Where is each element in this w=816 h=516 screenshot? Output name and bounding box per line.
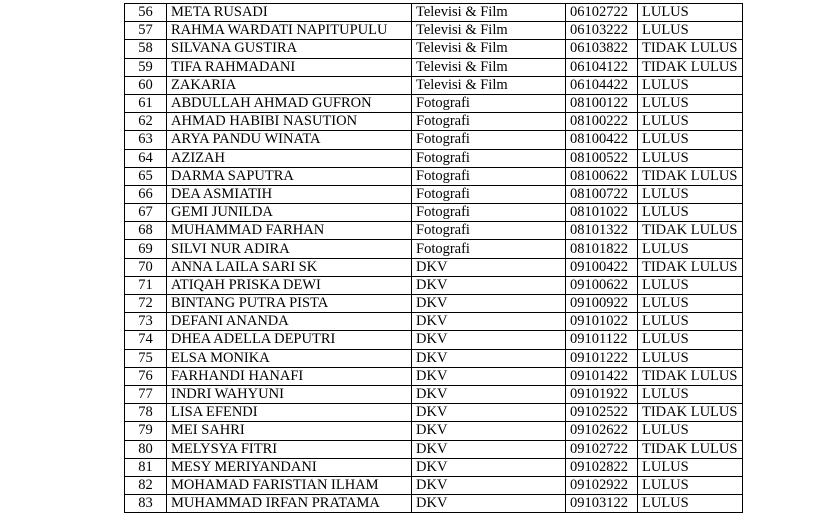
status-cell: TIDAK LULUS [638,222,743,240]
table-row [125,476,743,494]
row-number-cell: 77 [125,385,167,403]
table-row [125,222,743,240]
row-number-cell: 59 [125,58,167,76]
study-program-cell: DKV [412,313,566,331]
status-cell: LULUS [638,349,743,367]
student-code-cell: 09102622 [566,422,638,440]
table-row [125,404,743,422]
table-row [125,495,743,513]
study-program-cell: Televisi & Film [412,4,566,22]
student-code-cell: 06104422 [566,76,638,94]
study-program-cell: Fotografi [412,204,566,222]
status-cell: TIDAK LULUS [638,258,743,276]
student-code-cell: 09101422 [566,367,638,385]
student-code-cell: 08100422 [566,131,638,149]
status-cell: LULUS [638,204,743,222]
row-number-cell: 79 [125,422,167,440]
student-code-cell: 06102722 [566,4,638,22]
table-row [125,22,743,40]
status-cell: LULUS [638,331,743,349]
study-program-cell: DKV [412,349,566,367]
table-row [125,440,743,458]
student-name-cell: AZIZAH [167,149,412,167]
table-row [125,240,743,258]
study-program-cell: Fotografi [412,167,566,185]
study-program-cell: Televisi & Film [412,58,566,76]
row-number-cell: 83 [125,495,167,513]
status-cell: LULUS [638,185,743,203]
student-code-cell: 09102722 [566,440,638,458]
study-program-cell: Televisi & Film [412,22,566,40]
table-row [125,258,743,276]
student-name-cell: BINTANG PUTRA PISTA [167,295,412,313]
student-code-cell: 06103222 [566,22,638,40]
study-program-cell: DKV [412,258,566,276]
student-name-cell: ELSA MONIKA [167,349,412,367]
student-name-cell: INDRI WAHYUNI [167,385,412,403]
row-number-cell: 74 [125,331,167,349]
table-row [125,313,743,331]
study-program-cell: DKV [412,385,566,403]
student-code-cell: 09100622 [566,276,638,294]
table-row [125,367,743,385]
table-row [125,94,743,112]
status-cell: LULUS [638,385,743,403]
student-name-cell: MEI SAHRI [167,422,412,440]
study-program-cell: Fotografi [412,149,566,167]
row-number-cell: 70 [125,258,167,276]
study-program-cell: DKV [412,458,566,476]
row-number-cell: 80 [125,440,167,458]
student-code-cell: 08101022 [566,204,638,222]
student-code-cell: 08101322 [566,222,638,240]
status-cell: LULUS [638,458,743,476]
study-program-cell: DKV [412,331,566,349]
table-row [125,149,743,167]
study-program-cell: DKV [412,476,566,494]
student-name-cell: LISA EFENDI [167,404,412,422]
status-cell: LULUS [638,422,743,440]
student-name-cell: MESY MERIYANDANI [167,458,412,476]
student-name-cell: ZAKARIA [167,76,412,94]
status-cell: LULUS [638,476,743,494]
student-code-cell: 09101022 [566,313,638,331]
status-cell: LULUS [638,22,743,40]
student-name-cell: ARYA PANDU WINATA [167,131,412,149]
study-program-cell: Fotografi [412,131,566,149]
student-code-cell: 08100122 [566,94,638,112]
table-row [125,76,743,94]
status-cell: TIDAK LULUS [638,40,743,58]
table-row [125,349,743,367]
row-number-cell: 62 [125,113,167,131]
status-cell: LULUS [638,131,743,149]
table-row [125,422,743,440]
student-name-cell: DEFANI ANANDA [167,313,412,331]
student-code-cell: 09100922 [566,295,638,313]
status-cell: TIDAK LULUS [638,367,743,385]
student-code-cell: 09102922 [566,476,638,494]
row-number-cell: 58 [125,40,167,58]
student-name-cell: GEMI JUNILDA [167,204,412,222]
table-row [125,204,743,222]
row-number-cell: 72 [125,295,167,313]
row-number-cell: 63 [125,131,167,149]
student-name-cell: SILVI NUR ADIRA [167,240,412,258]
status-cell: LULUS [638,295,743,313]
study-program-cell: Fotografi [412,113,566,131]
status-cell: LULUS [638,76,743,94]
student-code-cell: 06104122 [566,58,638,76]
row-number-cell: 81 [125,458,167,476]
student-name-cell: DHEA ADELLA DEPUTRI [167,331,412,349]
student-name-cell: RAHMA WARDATI NAPITUPULU [167,22,412,40]
student-name-cell: AHMAD HABIBI NASUTION [167,113,412,131]
table-row [125,458,743,476]
table-row [125,385,743,403]
status-cell: TIDAK LULUS [638,58,743,76]
student-code-cell: 06103822 [566,40,638,58]
student-code-cell: 09102822 [566,458,638,476]
row-number-cell: 66 [125,185,167,203]
table-row [125,295,743,313]
row-number-cell: 67 [125,204,167,222]
table-row [125,276,743,294]
student-name-cell: ANNA LAILA SARI SK [167,258,412,276]
student-name-cell: FARHANDI HANAFI [167,367,412,385]
row-number-cell: 56 [125,4,167,22]
student-name-cell: ATIQAH PRISKA DEWI [167,276,412,294]
student-name-cell: SILVANA GUSTIRA [167,40,412,58]
study-program-cell: DKV [412,295,566,313]
row-number-cell: 65 [125,167,167,185]
student-code-cell: 08100722 [566,185,638,203]
row-number-cell: 78 [125,404,167,422]
study-program-cell: DKV [412,422,566,440]
student-code-cell: 09101222 [566,349,638,367]
row-number-cell: 69 [125,240,167,258]
table-row [125,58,743,76]
row-number-cell: 75 [125,349,167,367]
row-number-cell: 68 [125,222,167,240]
study-program-cell: DKV [412,440,566,458]
table-row [125,131,743,149]
row-number-cell: 60 [125,76,167,94]
row-number-cell: 57 [125,22,167,40]
student-name-cell: DARMA SAPUTRA [167,167,412,185]
status-cell: TIDAK LULUS [638,440,743,458]
status-cell: LULUS [638,313,743,331]
student-name-cell: DEA ASMIATIH [167,185,412,203]
student-code-cell: 08100222 [566,113,638,131]
student-name-cell: MUHAMMAD IRFAN PRATAMA [167,495,412,513]
student-name-cell: TIFA RAHMADANI [167,58,412,76]
status-cell: LULUS [638,276,743,294]
student-code-cell: 09100422 [566,258,638,276]
study-program-cell: DKV [412,276,566,294]
table-row [125,113,743,131]
study-program-cell: DKV [412,367,566,385]
student-code-cell: 08100622 [566,167,638,185]
results-table [124,3,743,513]
student-code-cell: 08101822 [566,240,638,258]
status-cell: TIDAK LULUS [638,404,743,422]
student-code-cell: 09102522 [566,404,638,422]
student-code-cell: 09103122 [566,495,638,513]
student-name-cell: MOHAMAD FARISTIAN ILHAM [167,476,412,494]
study-program-cell: Televisi & Film [412,76,566,94]
status-cell: LULUS [638,94,743,112]
row-number-cell: 82 [125,476,167,494]
status-cell: TIDAK LULUS [638,167,743,185]
status-cell: LULUS [638,4,743,22]
status-cell: LULUS [638,113,743,131]
row-number-cell: 61 [125,94,167,112]
study-program-cell: Fotografi [412,222,566,240]
table-row [125,331,743,349]
results-table-body [125,4,743,513]
table-row [125,185,743,203]
student-name-cell: META RUSADI [167,4,412,22]
table-row [125,40,743,58]
student-code-cell: 09101922 [566,385,638,403]
row-number-cell: 76 [125,367,167,385]
student-code-cell: 09101122 [566,331,638,349]
study-program-cell: Fotografi [412,240,566,258]
student-name-cell: MUHAMMAD FARHAN [167,222,412,240]
row-number-cell: 64 [125,149,167,167]
status-cell: LULUS [638,149,743,167]
student-code-cell: 08100522 [566,149,638,167]
table-row [125,167,743,185]
study-program-cell: Fotografi [412,185,566,203]
study-program-cell: DKV [412,495,566,513]
status-cell: LULUS [638,495,743,513]
study-program-cell: DKV [412,404,566,422]
table-row [125,4,743,22]
study-program-cell: Fotografi [412,94,566,112]
student-name-cell: ABDULLAH AHMAD GUFRON [167,94,412,112]
study-program-cell: Televisi & Film [412,40,566,58]
status-cell: LULUS [638,240,743,258]
row-number-cell: 71 [125,276,167,294]
student-name-cell: MELYSYA FITRI [167,440,412,458]
row-number-cell: 73 [125,313,167,331]
